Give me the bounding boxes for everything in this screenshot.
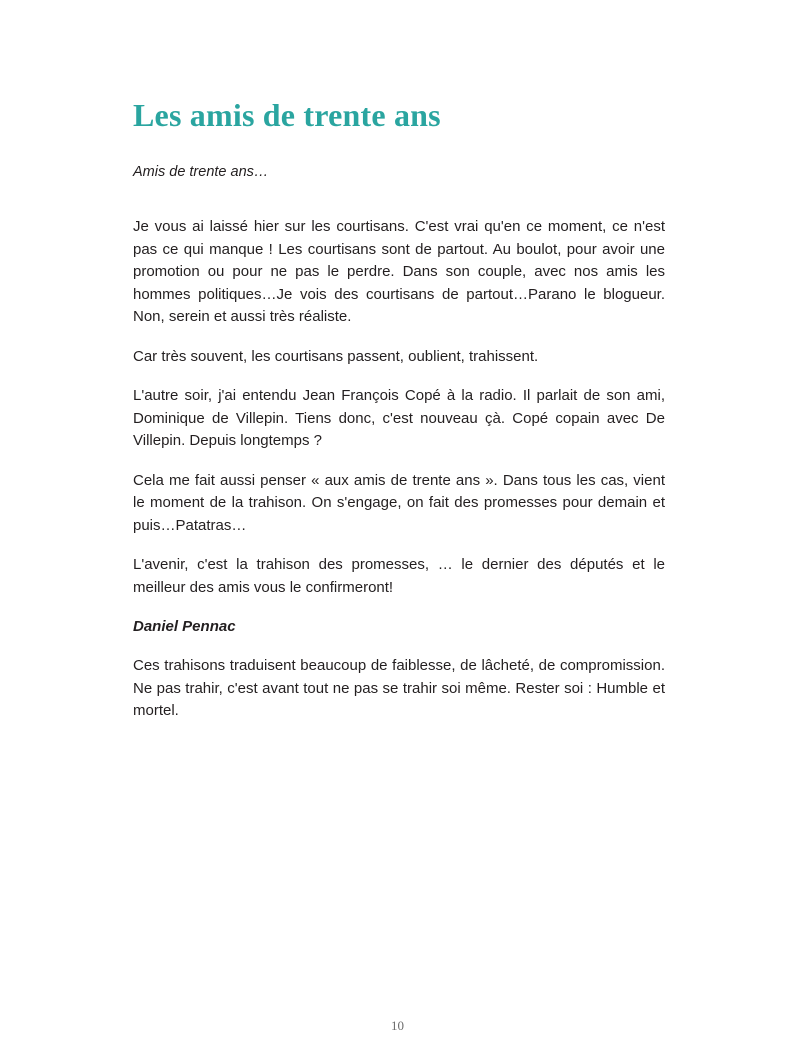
document-subtitle: Amis de trente ans… [133,164,269,180]
body-paragraph: Je vous ai laissé hier sur les courtisans. C'est vrai qu'en ce moment, ce n'est pas ce qui manque ! Les courtisans sont de partout. Au boulot, pour avoir une promotion ou pour ne pas le perdre. Dans son couple, avec nos amis les hommes politiques…Je vois des courtisans de partout…Parano le blogueur. Non, serein et aussi très réaliste. [133,218,665,325]
body-paragraph: Car très souvent, les courtisans passent, oublient, trahissent. [133,347,539,365]
page-content [133,96,665,740]
body-paragraph: L'autre soir, j'ai entendu Jean François Copé à la radio. Il parlait de son ami, Dominique de Villepin. Tiens donc, c'est nouveau çà. Copé copain avec De Villepin. Depuis longtemps ? [133,387,665,449]
closing-paragraph: Ces trahisons traduisent beaucoup de faiblesse, de lâcheté, de compromission. Ne pas trahir, c'est avant tout ne pas se trahir soi même. Rester soi : Humble et mortel. [133,657,665,719]
body-paragraph: Cela me fait aussi penser « aux amis de trente ans ». Dans tous les cas, vient le moment de la trahison. On s'engage, on fait des promesses pour demain et puis…Patatras… [133,471,665,534]
body-paragraph: L'avenir, c'est la trahison des promesses, … le dernier des députés et le meilleur des amis vous le confirmeront! [133,556,665,596]
author-byline: Daniel Pennac [133,618,236,635]
page-number: 10 [391,1018,404,1033]
page-title: Les amis de trente ans [133,97,441,133]
